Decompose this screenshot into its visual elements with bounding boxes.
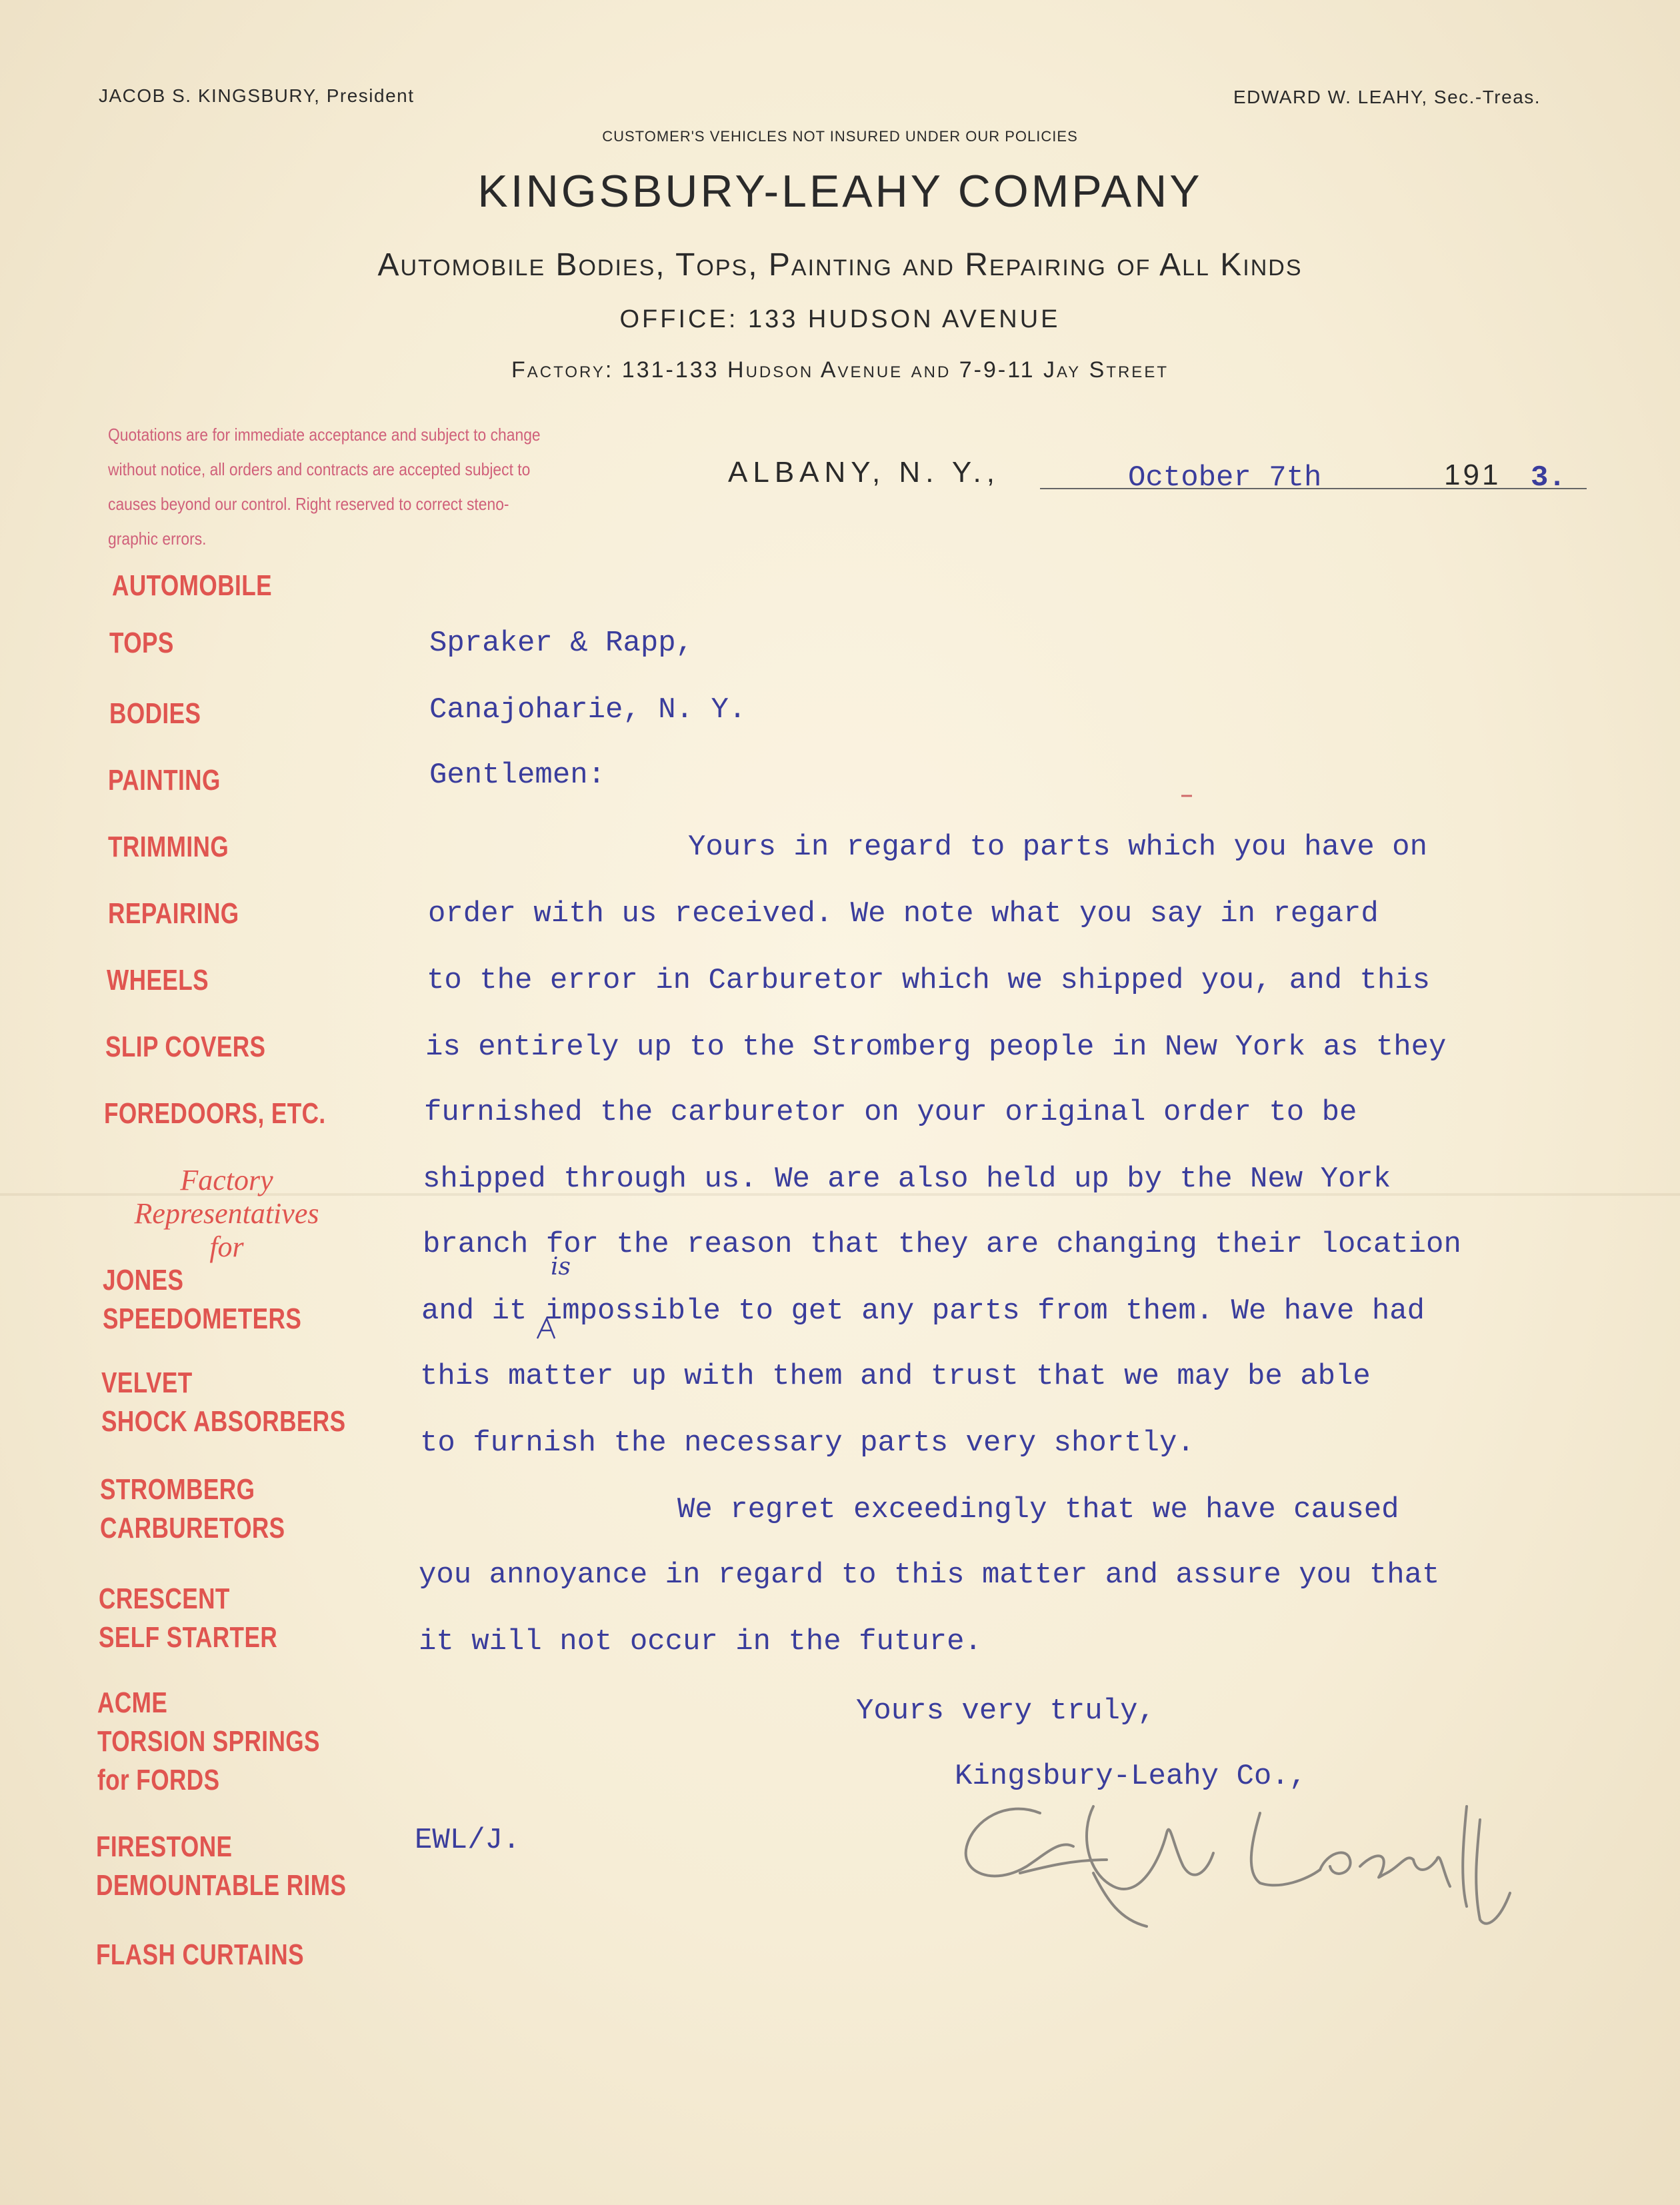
company-tagline: Automobile Bodies, Tops, Painting and Repairing of All Kinds — [377, 247, 1303, 283]
brand-line: SHOCK ABSORBERS — [101, 1405, 346, 1438]
recipient-name: Spraker & Rapp, — [429, 627, 694, 660]
insurance-notice: CUSTOMER'S VEHICLES NOT INSURED UNDER OUR POLICIES — [602, 128, 1078, 145]
body-line: is entirely up to the Stromberg people in New York as they — [425, 1031, 1447, 1064]
handwritten-insertion: is — [551, 1253, 571, 1280]
brand-stromberg — [100, 1470, 285, 1548]
year-digit: 3. — [1531, 461, 1566, 495]
brand-line: TORSION SPRINGS — [97, 1725, 320, 1758]
brand-flash-curtains — [96, 1936, 304, 1974]
brand-line: SPEEDOMETERS — [103, 1302, 302, 1335]
brand-line: VELVET — [101, 1366, 193, 1399]
brand-line: ACME — [97, 1686, 168, 1719]
body-line: this matter up with them and trust that we may be able — [420, 1360, 1371, 1393]
brand-acme — [97, 1684, 320, 1800]
year-prefix: 191 — [1444, 459, 1501, 491]
factory-rep-line: for — [209, 1230, 244, 1263]
service-slip-covers: SLIP COVERS — [105, 1031, 266, 1063]
company-name: KINGSBURY-LEAHY COMPANY — [477, 166, 1203, 217]
brand-line: for FORDS — [97, 1764, 220, 1796]
brand-line: CARBURETORS — [100, 1512, 285, 1544]
office-address: OFFICE: 133 HUDSON AVENUE — [619, 305, 1061, 333]
service-repairing: REPAIRING — [108, 897, 239, 930]
service-wheels: WHEELS — [107, 964, 209, 997]
brand-line: JONES — [103, 1264, 184, 1296]
body-line: you annoyance in regard to this matter and assure you that — [419, 1558, 1440, 1592]
brand-crescent — [99, 1580, 277, 1657]
handwritten-signature — [947, 1773, 1533, 1933]
factory-rep-heading — [93, 1164, 360, 1264]
brand-line: STROMBERG — [100, 1473, 255, 1506]
body-line: We regret exceedingly that we have caused — [677, 1493, 1399, 1526]
factory-address: Factory: 131-133 Hudson Avenue and 7-9-11 Jay Street — [511, 357, 1169, 383]
quotation-notice — [108, 417, 541, 556]
signature-company: Kingsbury-Leahy Co., — [955, 1760, 1307, 1793]
typist-initials: EWL/J. — [415, 1824, 521, 1857]
service-tops: TOPS — [109, 627, 174, 659]
brand-line: FIRESTONE — [96, 1830, 233, 1863]
body-line: to the error in Carburetor which we shipped you, and this — [427, 964, 1431, 997]
body-line: furnished the carburetor on your original order to be — [424, 1096, 1357, 1129]
brand-line: FLASH CURTAINS — [96, 1938, 304, 1971]
brand-velvet — [101, 1364, 346, 1441]
brand-firestone — [96, 1828, 346, 1905]
body-line: it will not occur in the future. — [419, 1625, 982, 1658]
service-automobile: AUTOMOBILE — [112, 569, 272, 602]
ink-speck — [1180, 789, 1193, 803]
brand-line: SELF STARTER — [99, 1621, 278, 1654]
quotation-notice-line: without notice, all orders and contracts are accepted subject to — [108, 459, 531, 479]
president-line: JACOB S. KINGSBURY, President — [99, 85, 415, 106]
body-line: branch for the reason that they are changing their location — [423, 1228, 1461, 1261]
letter-date: October 7th — [1128, 461, 1322, 495]
body-line: and it impossible to get any parts from them. We have had — [421, 1294, 1425, 1328]
quotation-notice-line: causes beyond our control. Right reserved to correct steno- — [108, 494, 509, 514]
insertion-caret-icon — [533, 1314, 560, 1341]
body-line: Yours in regard to parts which you have on — [688, 831, 1427, 864]
closing: Yours very truly, — [856, 1694, 1155, 1728]
brand-line: CRESCENT — [99, 1582, 230, 1615]
factory-rep-line: Representatives — [134, 1197, 319, 1230]
quotation-notice-line: graphic errors. — [108, 529, 207, 549]
service-foredoors: FOREDOORS, ETC. — [104, 1097, 326, 1130]
body-line: order with us received. We note what you say in regard — [428, 897, 1379, 931]
recipient-city: Canajoharie, N. Y. — [429, 693, 747, 727]
salutation: Gentlemen: — [429, 759, 606, 792]
service-painting: PAINTING — [108, 764, 221, 797]
body-line: shipped through us. We are also held up by the New York — [423, 1162, 1391, 1196]
body-line: to furnish the necessary parts very shortly. — [420, 1426, 1195, 1460]
brand-line: DEMOUNTABLE RIMS — [96, 1869, 347, 1902]
service-bodies: BODIES — [109, 697, 201, 730]
brand-jones — [103, 1261, 301, 1338]
factory-rep-line: Factory — [180, 1164, 273, 1196]
quotation-notice-line: Quotations are for immediate acceptance and subject to change — [108, 425, 541, 445]
secretary-line: EDWARD W. LEAHY, Sec.-Treas. — [1233, 87, 1541, 107]
city-line: ALBANY, N. Y., — [728, 456, 1000, 489]
service-trimming: TRIMMING — [108, 831, 229, 863]
